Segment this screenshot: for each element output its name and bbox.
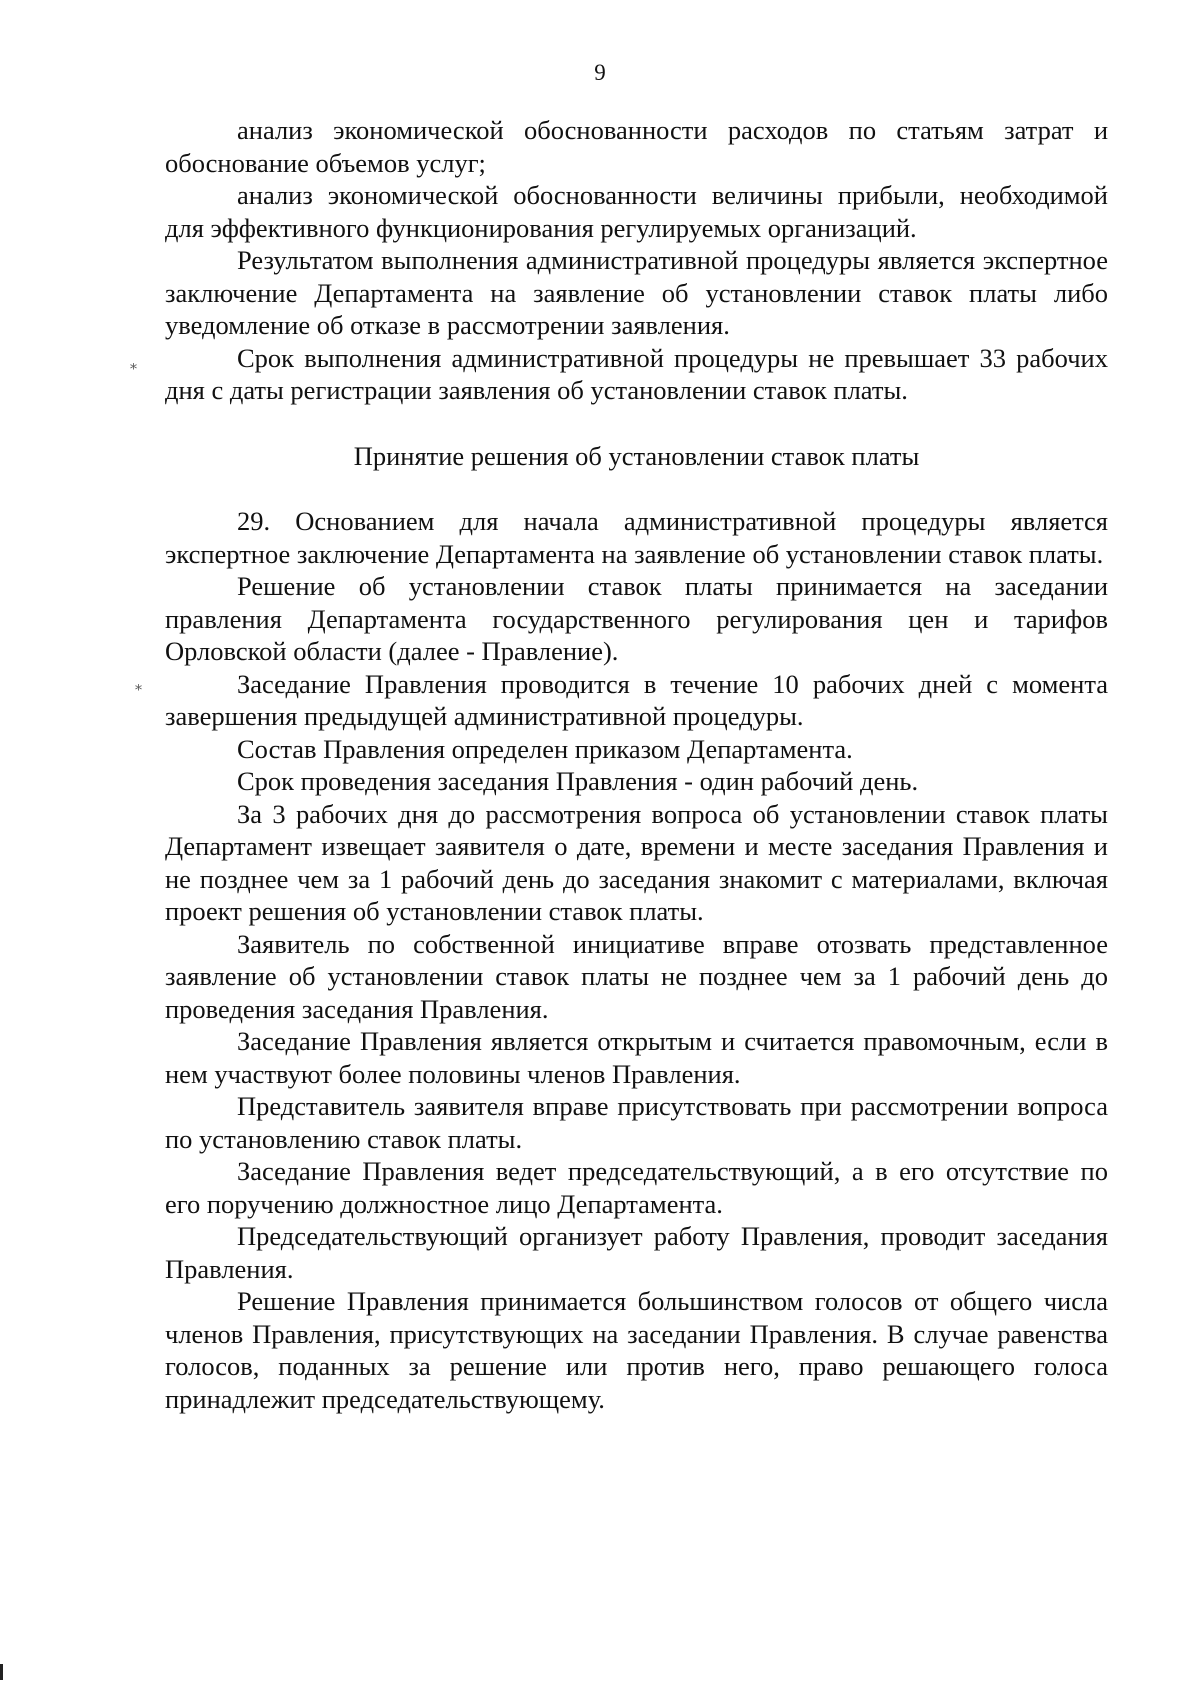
paragraph: За 3 рабочих дня до рассмотрения вопроса об установлении ставок платы Департамент извещает заявителя о дате, времени и месте заседания Правления и не позднее чем за 1 рабочий день до заседания знакомит с материалами, включая проект решения об установлении ставок платы. xyxy=(165,798,1108,926)
paragraph: Срок проведения заседания Правления - один рабочий день. xyxy=(237,766,919,796)
page-number: 9 xyxy=(594,60,606,85)
paragraph: Заседание Правления является открытым и считается правомочным, если в нем участвуют более половины членов Правления. xyxy=(165,1026,1108,1089)
scan-edge-mark xyxy=(0,1664,3,1680)
paragraph: Результатом выполнения административной процедуры является экспертное заключение Департамента на заявление об установлении ставок платы либо уведомление об отказе в рассмотрении заявления. xyxy=(165,245,1108,340)
paragraph: Решение Правления принимается большинством голосов от общего числа членов Правления, присутствующих на заседании Правления. В случае равенства голосов, поданных за решение или против него, право решающего голоса принадлежит председательствующему. xyxy=(165,1286,1108,1414)
paragraph: анализ экономической обоснованности величины прибыли, необходимой для эффективного функционирования регулируемых организаций. xyxy=(165,180,1108,243)
document-body xyxy=(165,114,1108,1415)
section-heading: Принятие решения об установлении ставок платы xyxy=(353,440,920,471)
paragraph: Заявитель по собственной инициативе вправе отозвать представленное заявление об установлении ставок платы не позднее чем за 1 рабочий день до проведения заседания Правления. xyxy=(165,928,1108,1024)
paragraph: Срок выполнения административной процедуры не превышает 33 рабочих дня с даты регистрации заявления об установлении ставок платы. xyxy=(165,342,1108,405)
margin-mark: ⁎ xyxy=(135,679,142,694)
paragraph: анализ экономической обоснованности расходов по статьям затрат и обоснование объемов услуг; xyxy=(165,115,1108,178)
margin-mark: ⁎ xyxy=(130,358,137,373)
paragraph: Заседание Правления проводится в течение 10 рабочих дней с момента завершения предыдущей административной процедуры. xyxy=(165,668,1108,731)
paragraph: Председательствующий организует работу Правления, проводит заседания Правления. xyxy=(165,1221,1108,1284)
paragraph: Заседание Правления ведет председательствующий, а в его отсутствие по его поручению должностное лицо Департамента. xyxy=(165,1156,1108,1219)
paragraph: Состав Правления определен приказом Департамента. xyxy=(237,733,853,764)
paragraph: Решение об установлении ставок платы принимается на заседании правления Департамента государственного регулирования цен и тарифов Орловской области (далее - Правление). xyxy=(165,571,1108,666)
paragraph: 29. Основанием для начала административной процедуры является экспертное заключение Департамента на заявление об установлении ставок платы. xyxy=(165,506,1108,569)
paragraph: Представитель заявителя вправе присутствовать при рассмотрении вопроса по установлению ставок платы. xyxy=(165,1091,1108,1154)
